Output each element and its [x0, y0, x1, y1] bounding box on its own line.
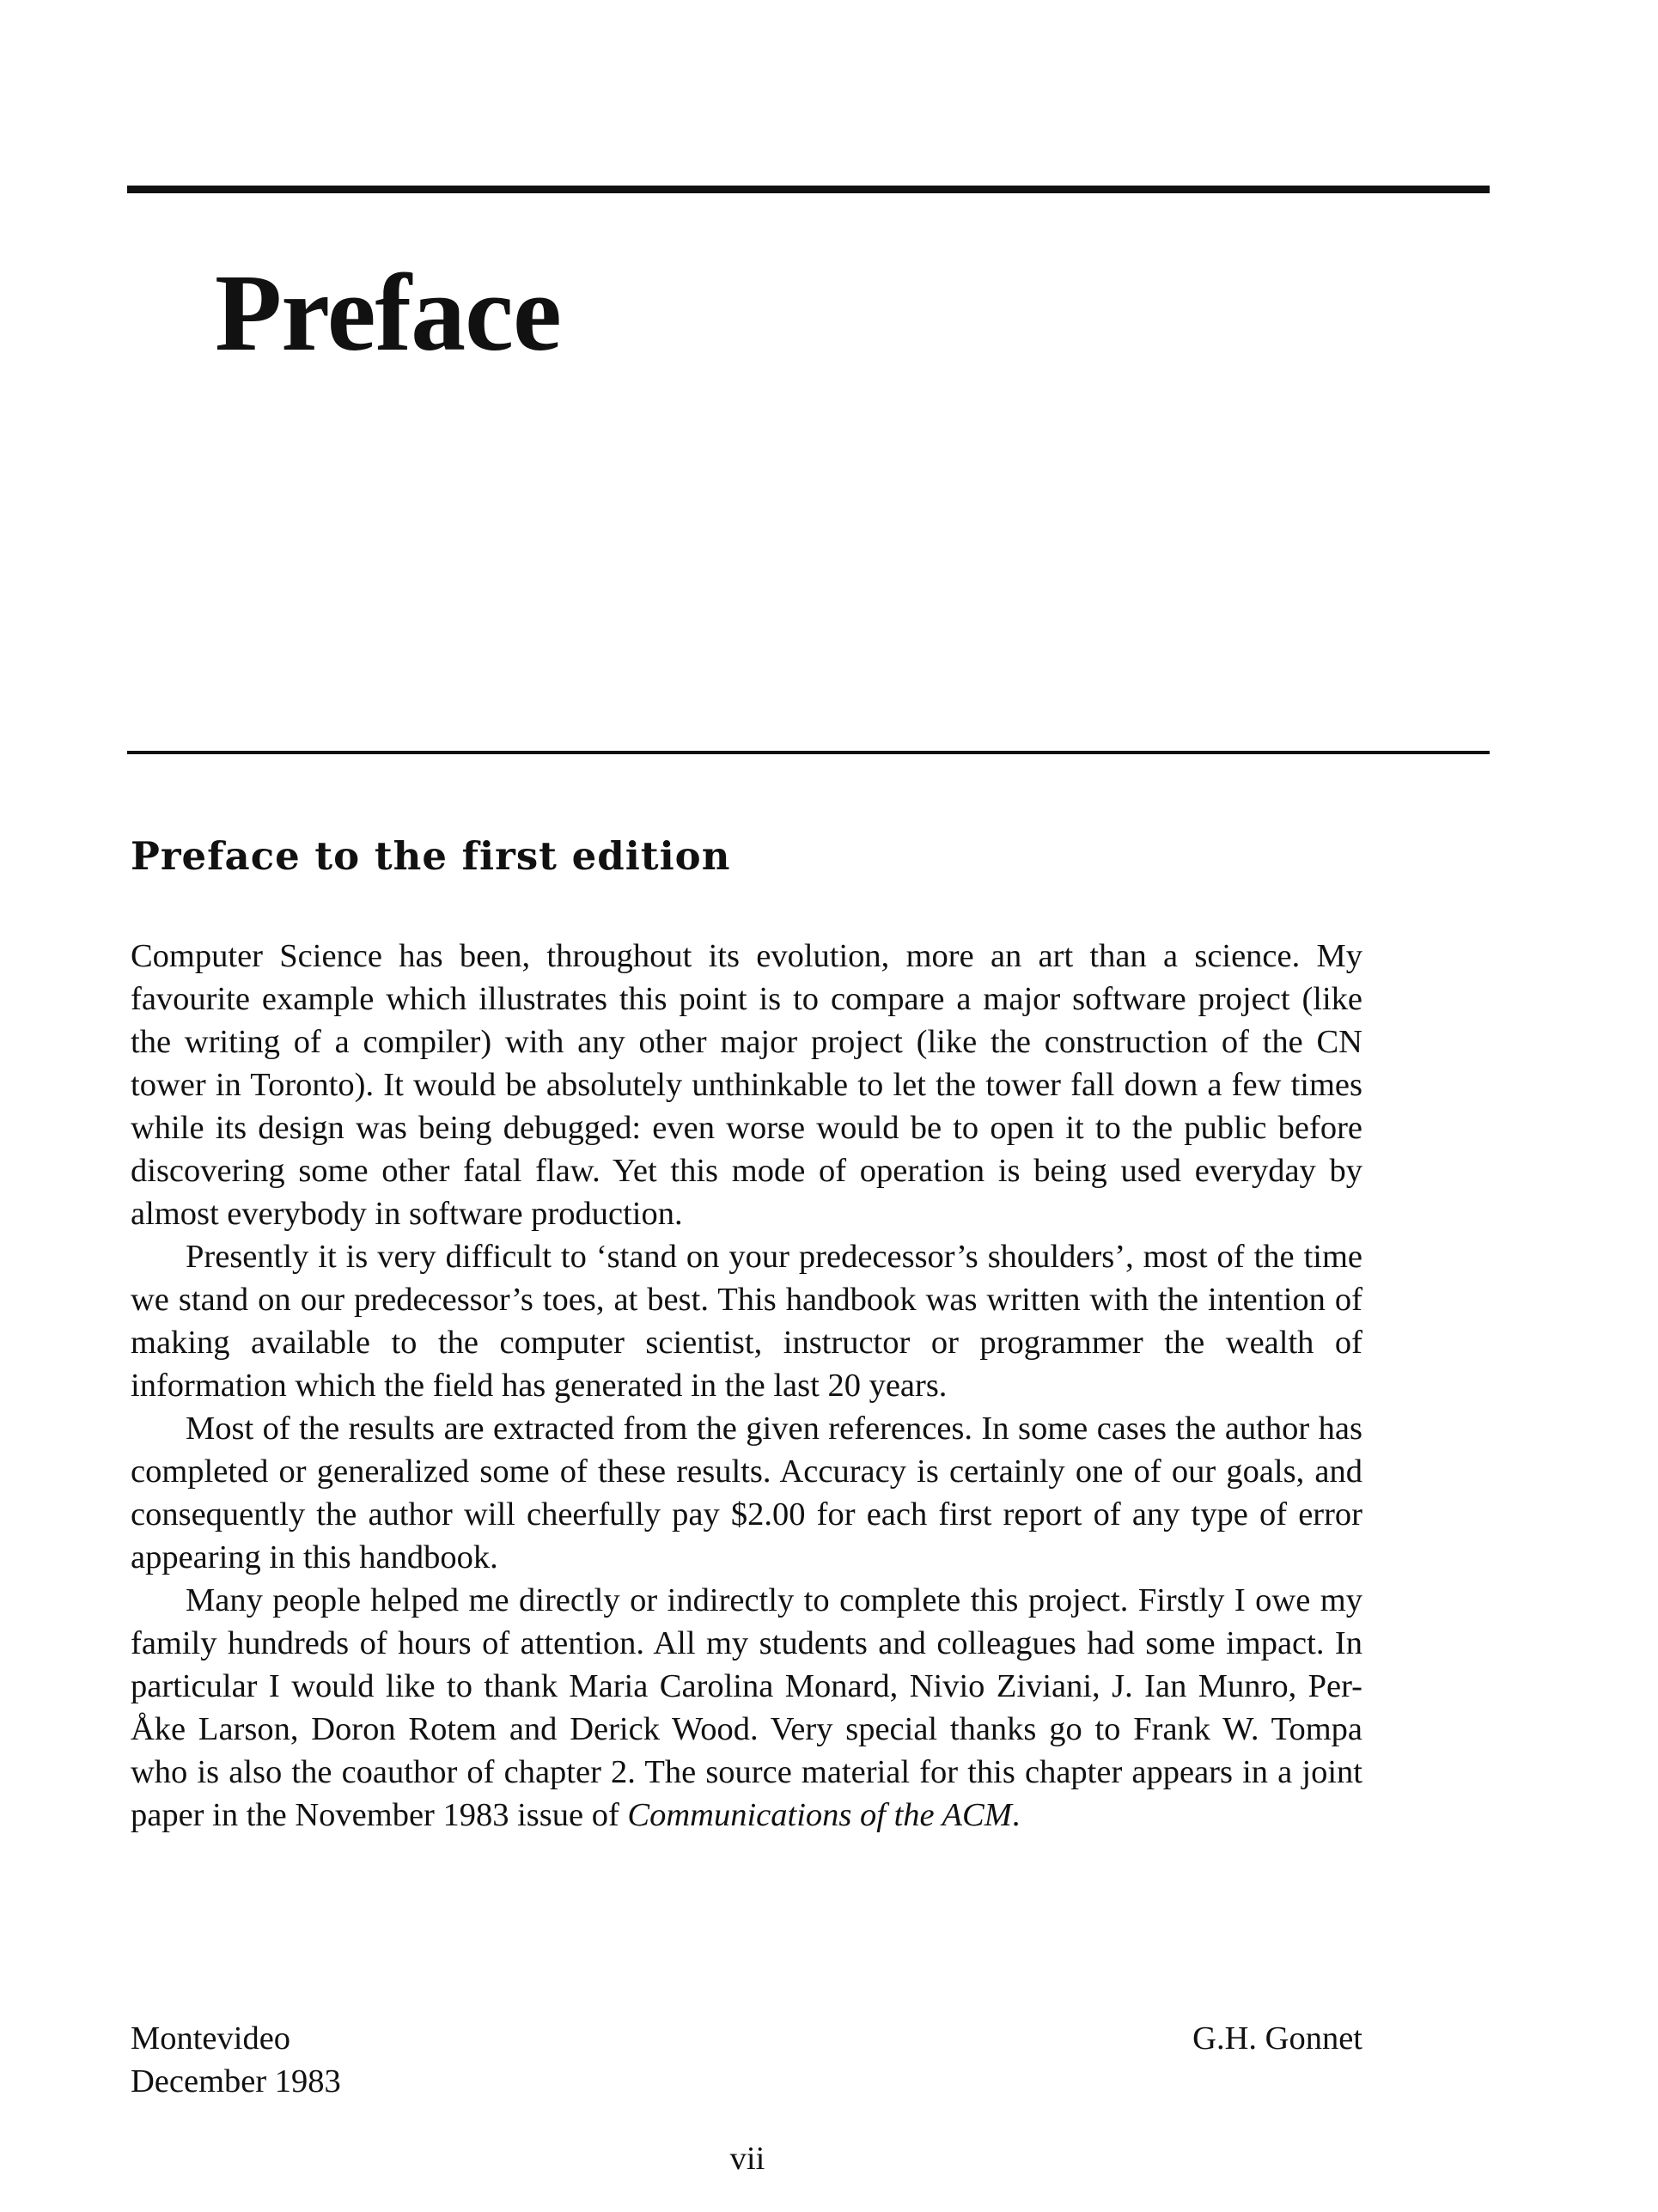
- paragraph-4-text: Many people helped me directly or indirectly to complete this project. Firstly I owe my family hundreds of hours of attention. All my students and colleagues had some impact. In particular I would like to thank Maria Carolina Monard, Nivio Ziviani, J. Ian Munro, Per-Åke Larson, Doron Rotem and Derick Wood. Very special thanks go to Frank W. Tompa who is also the coauthor of chapter 2. The source material for this chapter appears in a joint paper in the November 1983 issue of: [131, 1582, 1362, 1833]
- paragraph-4: [131, 1579, 1362, 1837]
- preface-body: [131, 935, 1362, 1837]
- signature-place-date: [131, 2017, 341, 2103]
- paragraph-1: Computer Science has been, throughout its evolution, more an art than a science. My favourite example which illustrates this point is to compare a major software project (like the writing of a compiler) with any other major project (like the construction of the CN tower in Toronto). It would be absolutely unthinkable to let the tower fall down a few times while its design was being debugged: even worse would be to open it to the public before discovering some other fatal flaw. Yet this mode of operation is being used everyday by almost everybody in software production.: [131, 938, 1362, 1232]
- paragraph-2: Presently it is very difficult to ‘stand on your predecessor’s shoulders’, most of the time we stand on our predecessor’s toes, at best. This handbook was written with the intention of making available to the computer scientist, instructor or programmer the wealth of information which the field has generated in the last 20 years.: [131, 1239, 1362, 1404]
- signature-author: G.H. Gonnet: [1192, 2020, 1362, 2057]
- paragraph-4-end: .: [1011, 1797, 1021, 1833]
- journal-title: Communications of the ACM: [627, 1797, 1012, 1833]
- section-rule: [127, 751, 1490, 754]
- chapter-title: Preface: [215, 252, 561, 374]
- section-title: Preface to the first edition: [131, 833, 731, 879]
- signature-date: December 1983: [131, 2063, 341, 2099]
- signature-place: Montevideo: [131, 2020, 291, 2057]
- top-rule: [127, 186, 1490, 193]
- page-number: vii: [729, 2141, 765, 2177]
- paragraph-3: Most of the results are extracted from the given references. In some cases the author has completed or generalized some of these results. Accuracy is certainly one of our goals, and consequently the author will cheerfully pay $2.00 for each first report of any type of error appearing in this handbook.: [131, 1411, 1362, 1575]
